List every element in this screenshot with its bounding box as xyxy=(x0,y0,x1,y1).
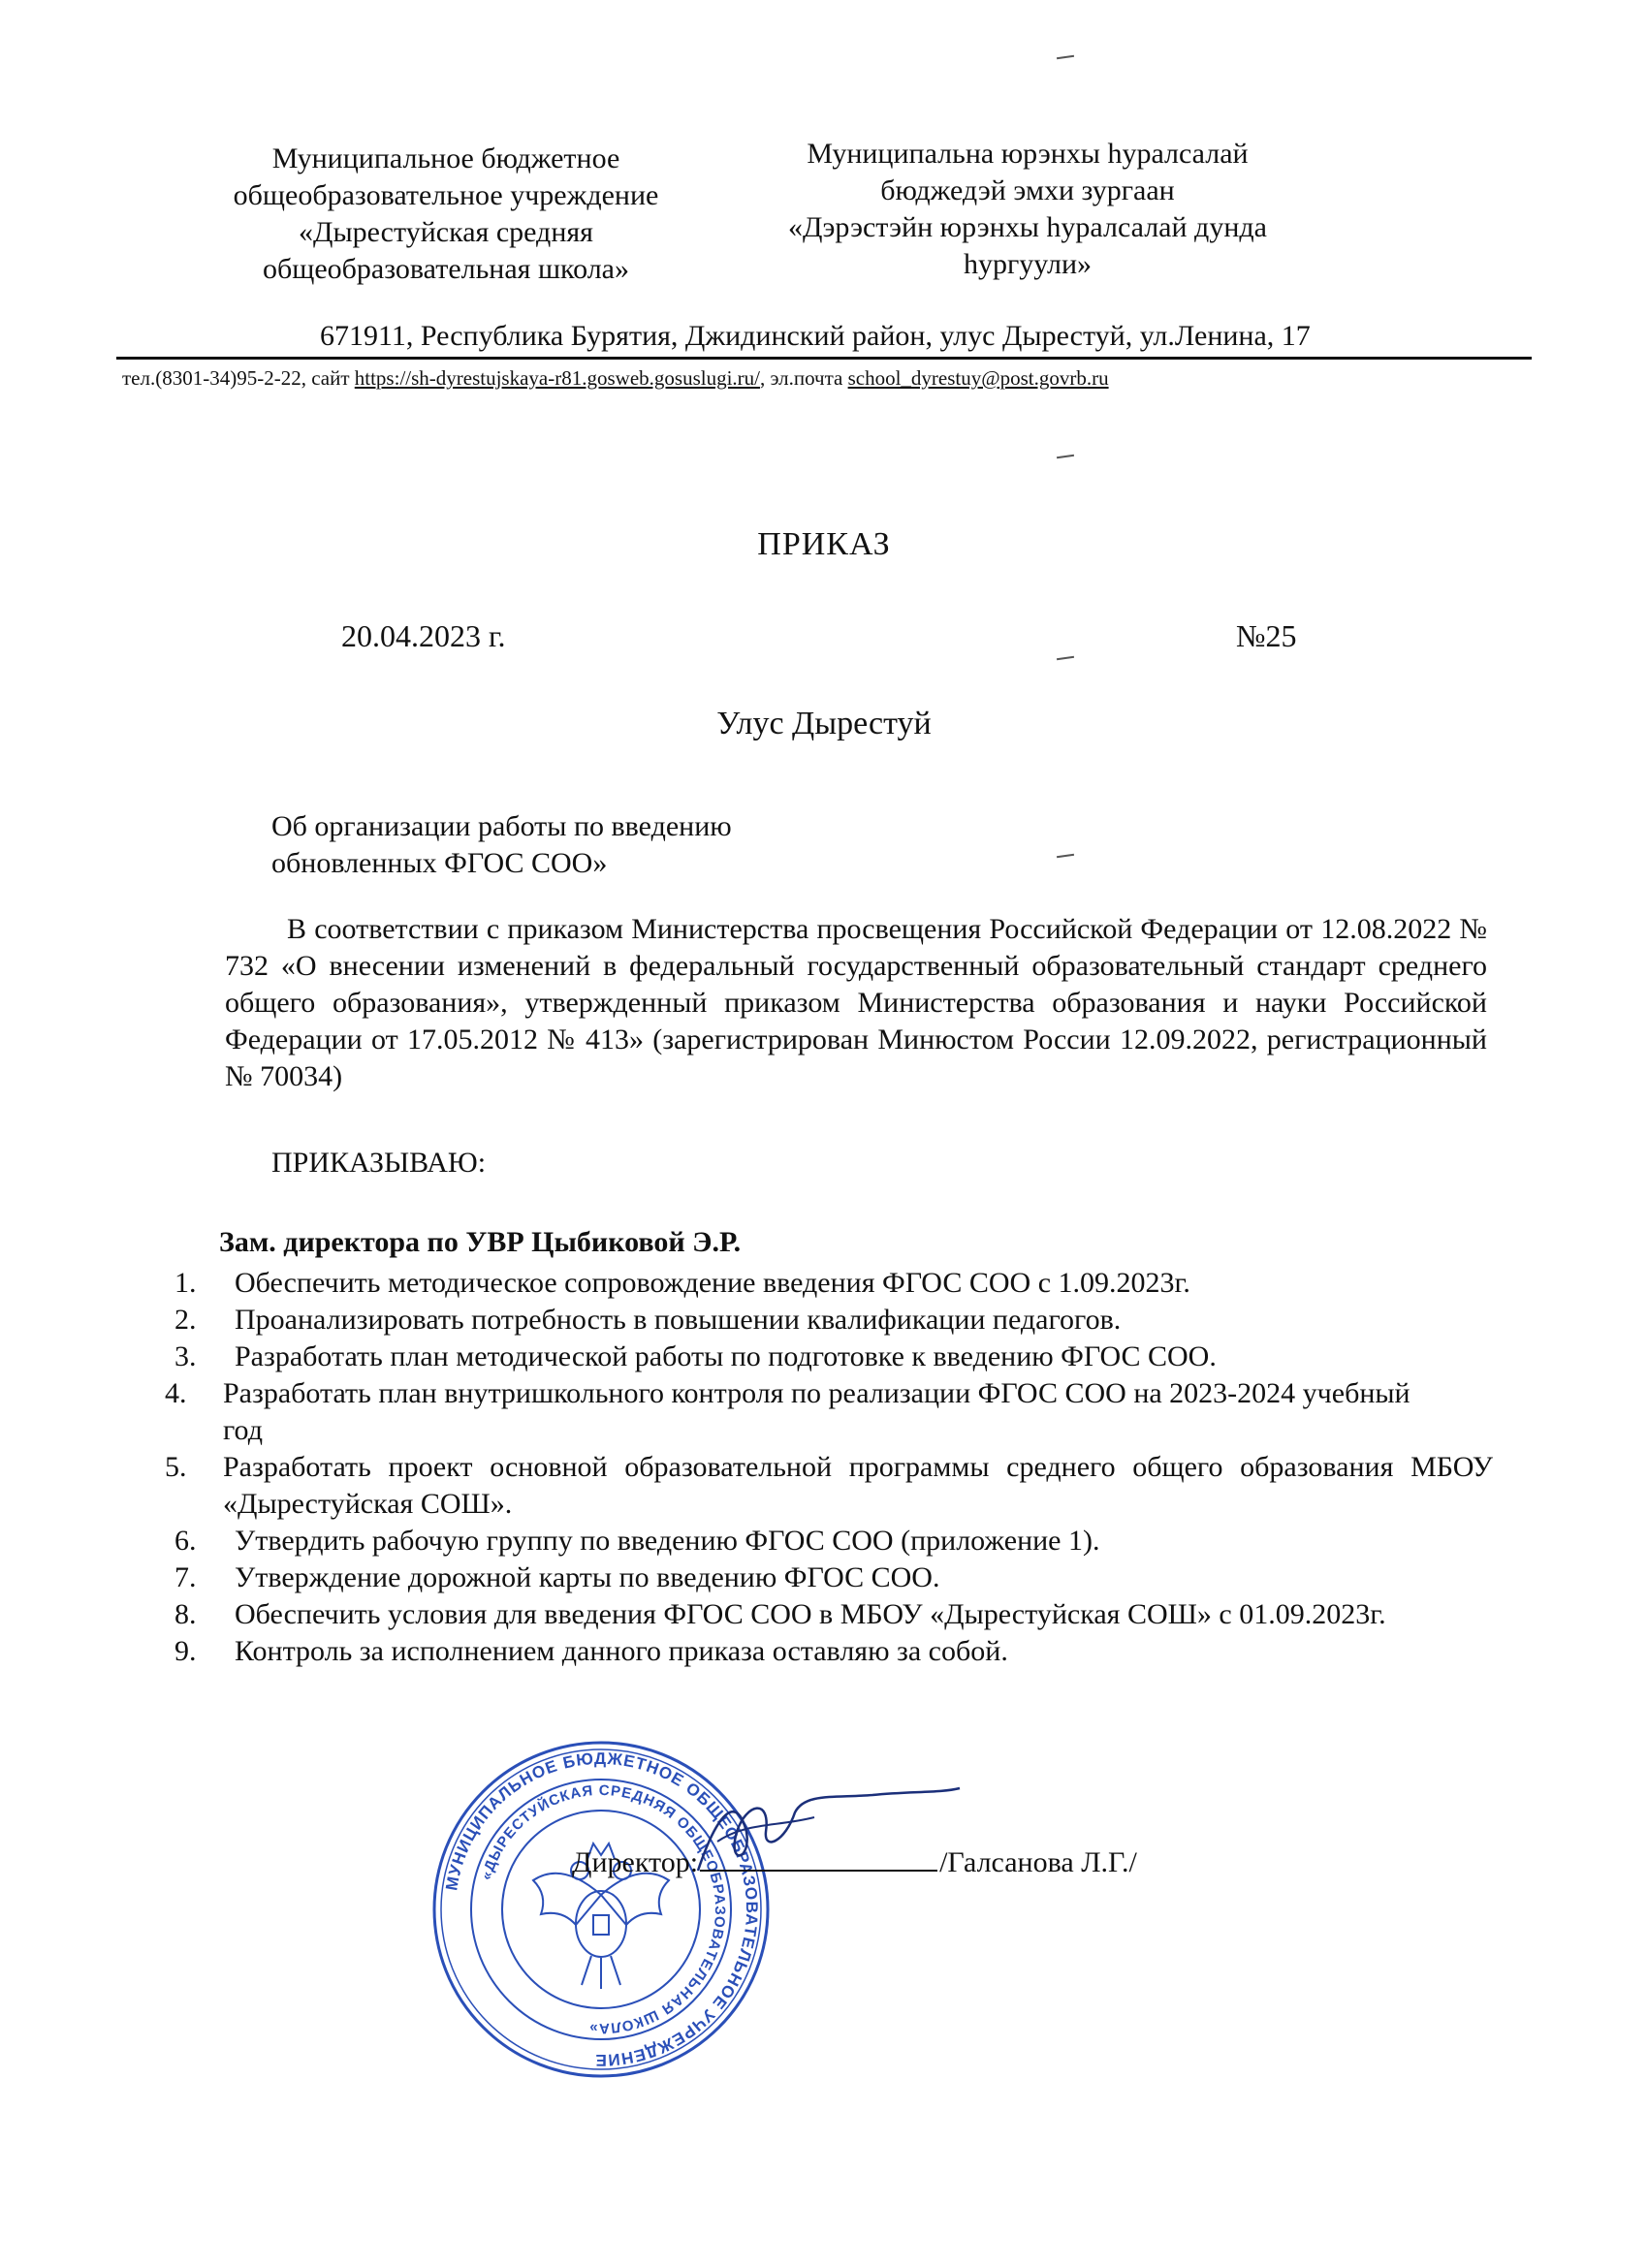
subject-line: Об организации работы по введению xyxy=(271,810,732,842)
item-text: Разработать план методической работы по подготовке к введению ФГОС СОО. xyxy=(235,1340,1217,1372)
item-number: 2. xyxy=(174,1304,197,1336)
order-place: Улус Дырестуй xyxy=(716,706,932,741)
signature-role: Директор: xyxy=(572,1846,699,1878)
item-text: Проанализировать потребность в повышении квалификации педагогов. xyxy=(235,1304,1122,1336)
item-number: 6. xyxy=(174,1525,197,1557)
scan-mark xyxy=(1057,656,1074,660)
item-number: 4. xyxy=(165,1377,187,1409)
preamble-paragraph: В соответствии с приказом Министерства просвещения Российской Федерации от 12.08.2022 № 732 «О внесении изменений в федеральный государственный образовательный стандарт среднего общего образования», утвержденный приказом Министерства образования и науки Российской Федерации от 17.05.2012 № 413» (зарегистрирован Минюстом России 12.09.2022, регистрационный № 70034) xyxy=(225,913,1487,1092)
list-item xyxy=(165,1633,1493,1670)
org-name-russian xyxy=(155,141,737,288)
list-item xyxy=(165,1302,1493,1339)
list-item xyxy=(165,1375,1493,1449)
item-number: 7. xyxy=(174,1561,197,1593)
item-text: Контроль за исполнением данного приказа оставляю за собой. xyxy=(235,1635,1008,1667)
org-ru-line: общеобразовательная школа» xyxy=(262,253,630,285)
item-number: 5. xyxy=(165,1451,187,1483)
list-item xyxy=(165,1559,1493,1596)
signature-block xyxy=(572,1846,1137,1879)
list-item xyxy=(165,1339,1493,1375)
item-number: 8. xyxy=(174,1598,197,1630)
org-name-buryat xyxy=(766,136,1289,283)
seal-inner-text: «ДЫРЕСТУЙСКАЯ СРЕДНЯЯ ОБЩЕОБРАЗОВАТЕЛЬНАЯ ШКОЛА» xyxy=(478,1781,729,2037)
seal-outer-text: МУНИЦИПАЛЬНОЕ БЮДЖЕТНОЕ ОБЩЕОБРАЗОВАТЕЛЬНОЕ УЧРЕЖДЕНИЕ xyxy=(442,1748,762,2070)
order-subject xyxy=(271,808,732,882)
org-ru-line: Муниципальное бюджетное xyxy=(271,142,620,174)
item-text: Обеспечить методическое сопровождение введения ФГОС СОО с 1.09.2023г. xyxy=(235,1267,1190,1299)
org-ru-line: общеобразовательное учреждение xyxy=(233,179,659,211)
list-item xyxy=(165,1523,1493,1559)
order-date: 20.04.2023 г. xyxy=(341,618,506,653)
org-ru-line: «Дырестуйская средняя xyxy=(299,216,593,248)
item-text: Разработать план внутришкольного контроля по реализации ФГОС СОО на 2023-2024 учебный год xyxy=(223,1377,1410,1446)
order-directive: ПРИКАЗЫВАЮ: xyxy=(271,1147,487,1179)
item-number: 1. xyxy=(174,1267,197,1299)
website-link[interactable]: https://sh-dyrestujskaya-r81.gosweb.gosuslugi.ru/ xyxy=(354,366,760,390)
item-text: Утверждение дорожной карты по введению ФГОС СОО. xyxy=(235,1561,940,1593)
item-text: Разработать проект основной образовательной программы среднего общего образования МБОУ «Дырестуйская СОШ». xyxy=(223,1451,1493,1520)
list-item xyxy=(165,1449,1493,1523)
order-title: ПРИКАЗ xyxy=(757,526,891,562)
org-bua-line: «Дэрэстэйн юрэнхы һуралсалай дунда xyxy=(788,211,1267,243)
item-number: 9. xyxy=(174,1635,197,1667)
order-items-list xyxy=(165,1265,1493,1670)
address: 671911, Республика Бурятия, Джидинский район, улус Дырестуй, ул.Ленина, 17 xyxy=(320,320,1311,352)
contacts-line xyxy=(122,366,1109,391)
item-number: 3. xyxy=(174,1340,197,1372)
org-bua-line: Муниципальна юрэнхы һуралсалай xyxy=(807,138,1249,170)
signature-name: /Галсанова Л.Г./ xyxy=(939,1846,1137,1878)
item-text: Утвердить рабочую группу по введению ФГОС СОО (приложение 1). xyxy=(235,1525,1100,1557)
subject-line: обновленных ФГОС СОО» xyxy=(271,847,608,879)
item-text: Обеспечить условия для введения ФГОС СОО в МБОУ «Дырестуйская СОШ» с 01.09.2023г. xyxy=(235,1598,1386,1630)
email-link[interactable]: school_dyrestuy@post.govrb.ru xyxy=(847,366,1109,390)
list-item xyxy=(165,1265,1493,1302)
signature-field xyxy=(700,1846,937,1872)
list-item xyxy=(165,1596,1493,1633)
org-bua-line: һургуули» xyxy=(963,248,1092,280)
order-number: №25 xyxy=(1236,618,1297,653)
org-bua-line: бюджедэй эмхи зургаан xyxy=(880,174,1175,206)
scan-mark xyxy=(1057,455,1074,458)
responsible-person: Зам. директора по УВР Цыбиковой Э.Р. xyxy=(219,1226,742,1258)
phone-text: тел.(8301-34)95-2-22, сайт xyxy=(122,366,355,390)
email-label: , эл.почта xyxy=(759,366,848,390)
scan-mark xyxy=(1057,55,1074,59)
scan-mark xyxy=(1057,854,1074,858)
header-divider xyxy=(116,357,1532,360)
